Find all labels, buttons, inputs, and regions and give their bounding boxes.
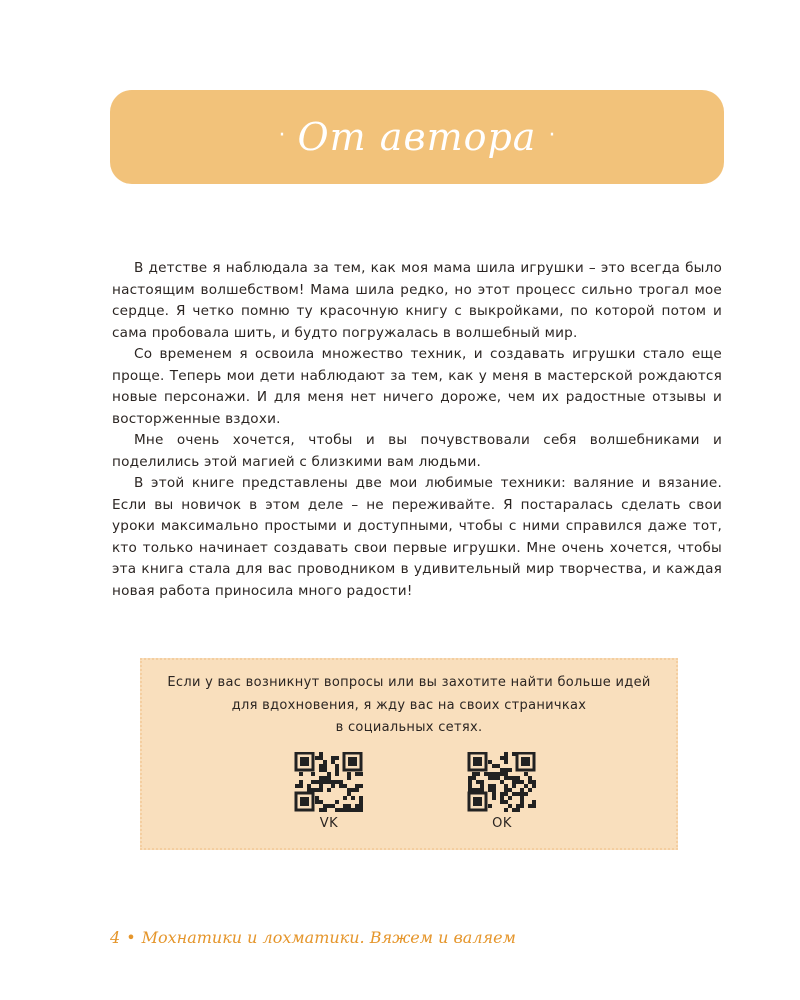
paragraph: Мне очень хочется, чтобы и вы почувствовали себя волшебниками и поделились этой магией с близкими вам людьми.	[112, 432, 722, 470]
book-title: Мохнатики и лохматики. Вяжем и валяем	[141, 928, 516, 947]
vk-label: VK	[319, 816, 339, 831]
info-line: Если у вас возникнут вопросы или вы захотите найти больше идей	[167, 675, 651, 690]
paragraph: В этой книге представлены две мои любимые техники: валяние и вязание. Если вы новичок в этом деле – не переживайте. Я постаралась сделать свои уроки максимально простыми и доступными, чтобы с ними справился даже тот, кто только начинает создавать свои первые игрушки. Мне очень хочется, чтобы эта книга стала для вас проводником в удивительный мир творчества, и каждая новая работа приносила много радости!	[112, 475, 722, 599]
info-line: для вдохновения, я жду вас на своих страничках	[231, 697, 587, 713]
qr-code-icon[interactable]	[294, 752, 364, 812]
page-footer	[110, 928, 516, 947]
info-text	[142, 672, 676, 740]
body-text	[112, 258, 722, 602]
vk-qr-block[interactable]	[294, 752, 364, 831]
ok-qr-block[interactable]	[467, 752, 537, 831]
page-title: От автора	[297, 115, 537, 159]
info-line: в социальных сетях.	[335, 720, 483, 735]
qr-code-icon[interactable]	[467, 752, 537, 812]
page-number: 4	[110, 928, 121, 947]
title-banner	[110, 90, 724, 184]
title-dot-left: ·	[278, 122, 286, 148]
social-info-box	[140, 658, 678, 850]
title-dot-right: ·	[548, 122, 556, 148]
paragraph: Со временем я освоила множество техник, и создавать игрушки стало еще проще. Теперь мои дети наблюдают за тем, как у меня в мастерской рождаются новые персонажи. И для меня нет ничего дороже, чем их радостные отзывы и восторженные вздохи.	[112, 346, 722, 427]
footer-separator: •	[126, 928, 136, 947]
ok-label: OK	[492, 816, 512, 831]
paragraph: В детстве я наблюдала за тем, как моя мама шила игрушки – это всегда было настоящим волшебством! Мама шила редко, но этот процесс сильно трогал мое сердце. Я четко помню ту красочную книгу с выкройками, по которой потом и сама пробовала шить, и будто погружалась в волшебный мир.	[112, 260, 722, 341]
